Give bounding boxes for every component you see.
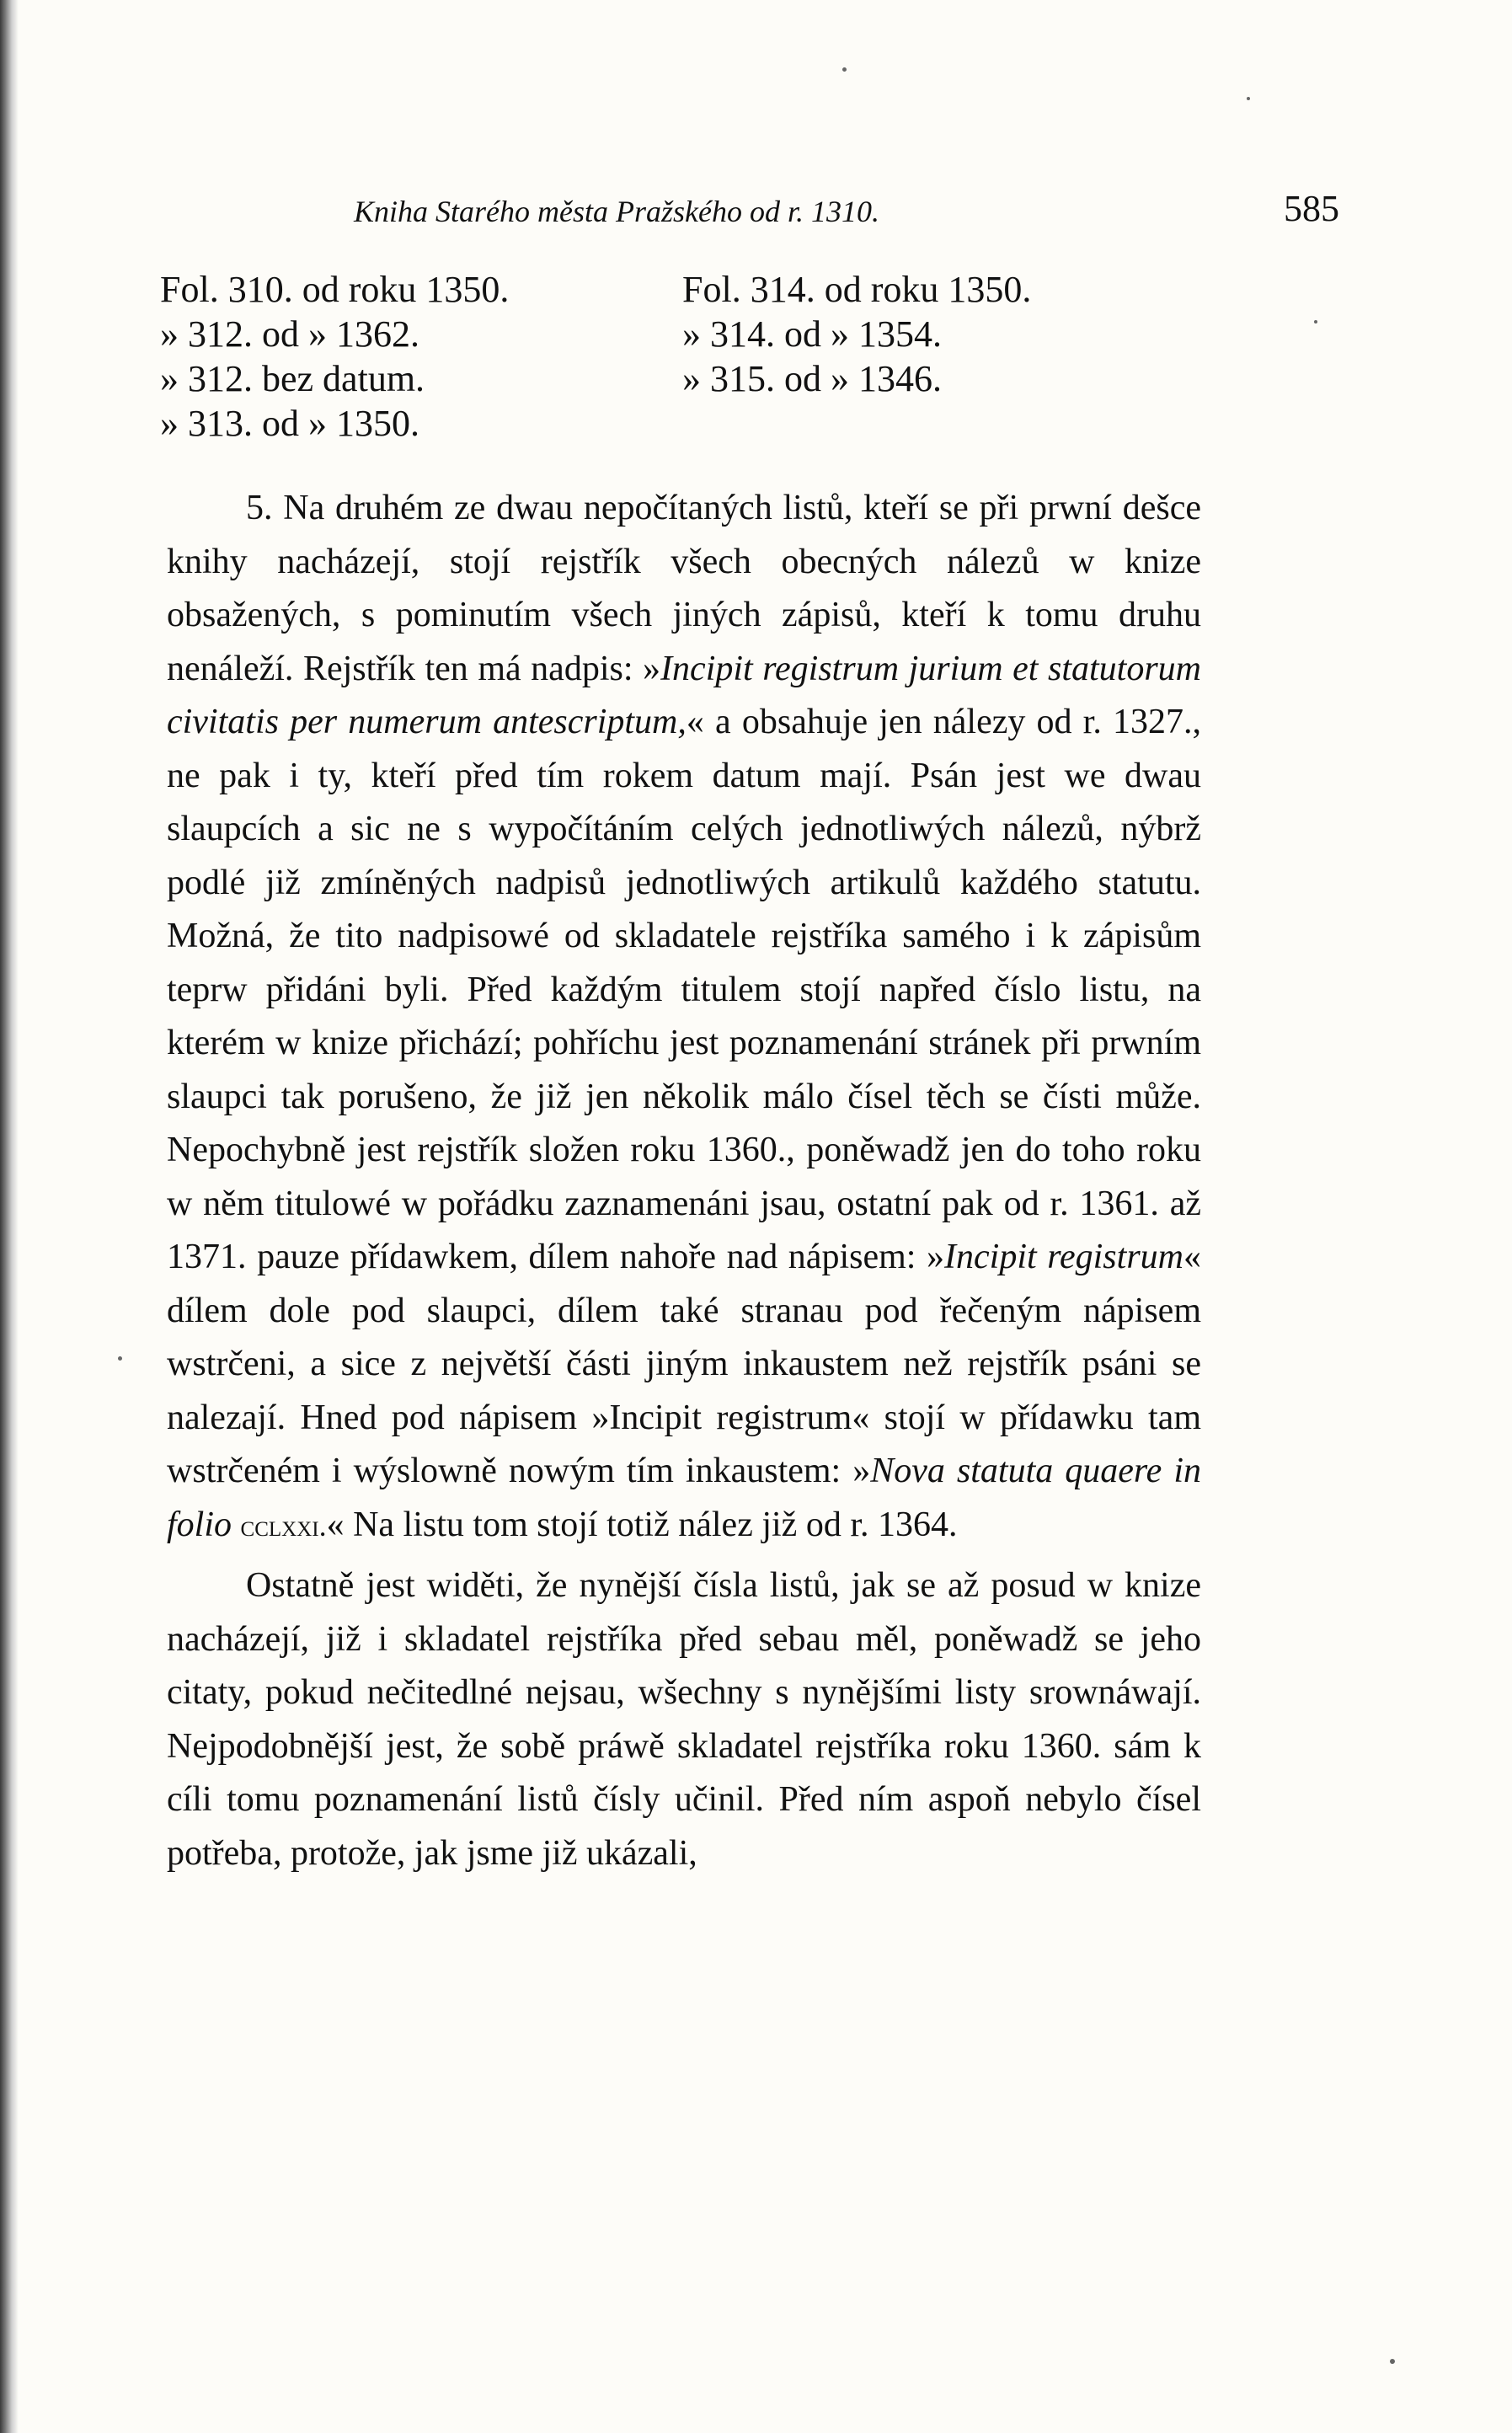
folio-entry: » 312. bez datum.: [160, 358, 425, 399]
folio-list: [160, 268, 1205, 446]
ink-speck: [1314, 320, 1317, 324]
latin-quote: Incipit registrum jurium et statutorum civitatis per numerum antescriptum,: [167, 649, 1202, 741]
paragraph: [167, 482, 1201, 1553]
folio-entry: Fol. 314. od roku 1350.: [682, 269, 1032, 310]
ink-speck: [1390, 2359, 1395, 2364]
ink-speck: [1247, 97, 1250, 100]
roman-numeral: cclxxi.: [240, 1508, 327, 1543]
folio-row: [160, 313, 1205, 357]
folio-row: [160, 268, 1205, 313]
ink-speck: [842, 67, 847, 72]
text-run: « Na listu tom stojí totiž nález již od r. 1364.: [326, 1505, 958, 1544]
folio-row: [160, 402, 1205, 446]
running-header: [354, 187, 1339, 238]
folio-entry: » 313. od » 1350.: [160, 403, 419, 444]
text-run: « a obsahuje jen nálezy od r. 1327., ne pak i ty, kteří před tím rokem datum mají. Psán jest we dwau slaupcích a sic ne s wypočítáním celých jednotliwých nálezů, nýbrž podlé již zmíněných nadpisů jednotliwých artikulů každého statutu. Možná, že tito nadpisowé od skladatele rejstříka samého i k zápisům teprw přidáni byli. Před každým titulem stojí napřed číslo listu, na kterém w knize přichází; pohříchu jest poznamenání stránek při prwním slaupci tak porušeno, že již jen několik málo čísel těch se čísti může. Nepochybně jest rejstřík složen roku 1360., poněwadž jen do toho roku w něm titulowé w pořádku zaznamenáni jsau, ostatní pak od r. 1361. až 1371. pauze přídawkem, dílem nahoře nad nápisem: »: [167, 703, 1201, 1276]
folio-entry: » 312. od » 1362.: [160, 313, 419, 355]
folio-entry: Fol. 310. od roku 1350.: [160, 269, 510, 310]
text-run: « dílem dole pod slaupci, dílem také stranau pod řečeným nápisem wstrčeni, a sice z největší části jiným inkaustem než rejstřík psáni se nalezají. Hned pod nápisem »Incipit registrum« stojí w přídawku tam wstrčeném i wýslowně nowým tím inkaustem: »: [167, 1238, 1202, 1490]
page-binding-edge: [0, 0, 19, 2433]
page-number: 585: [1284, 188, 1339, 229]
folio-entry: » 315. od » 1346.: [682, 358, 942, 399]
folio-row: [160, 357, 1205, 402]
latin-quote: Nova statuta quaere in folio: [167, 1452, 1201, 1544]
text-run: 5. Na druhém ze dwau nepočítaných listů, kteří se při prwní dešce knihy nacházejí, stojí rejstřík všech obecných nálezů w knize obsažených, s pominutím všech jiných zápisů, kteří k tomu druhu nenáleží. Rejstřík ten má nadpis: »: [167, 489, 1201, 688]
latin-quote: Incipit registrum: [944, 1238, 1184, 1276]
ink-speck: [118, 1356, 122, 1361]
folio-entry: » 314. od » 1354.: [682, 313, 942, 355]
paragraph: Ostatně jest widěti, že nynější čísla listů, jak se až posud w knize nacházejí, již i skladatel rejstříka před sebau měl, poněwadž se jeho citaty, pokud nečitedlné nejsau, wšechny s nynějšími listy srownáwají. Nejpodobnější jest, že sobě práwě skladatel rejstříka roku 1360. sám k cíli tomu poznamenání listů čísly učinil. Před ním aspoň nebylo čísel potřeba, protože, jak jsme již ukázali,: [167, 1566, 1201, 1873]
body-text: [167, 482, 1201, 1880]
running-title: Kniha Starého města Pražského od r. 1310.: [354, 195, 879, 228]
